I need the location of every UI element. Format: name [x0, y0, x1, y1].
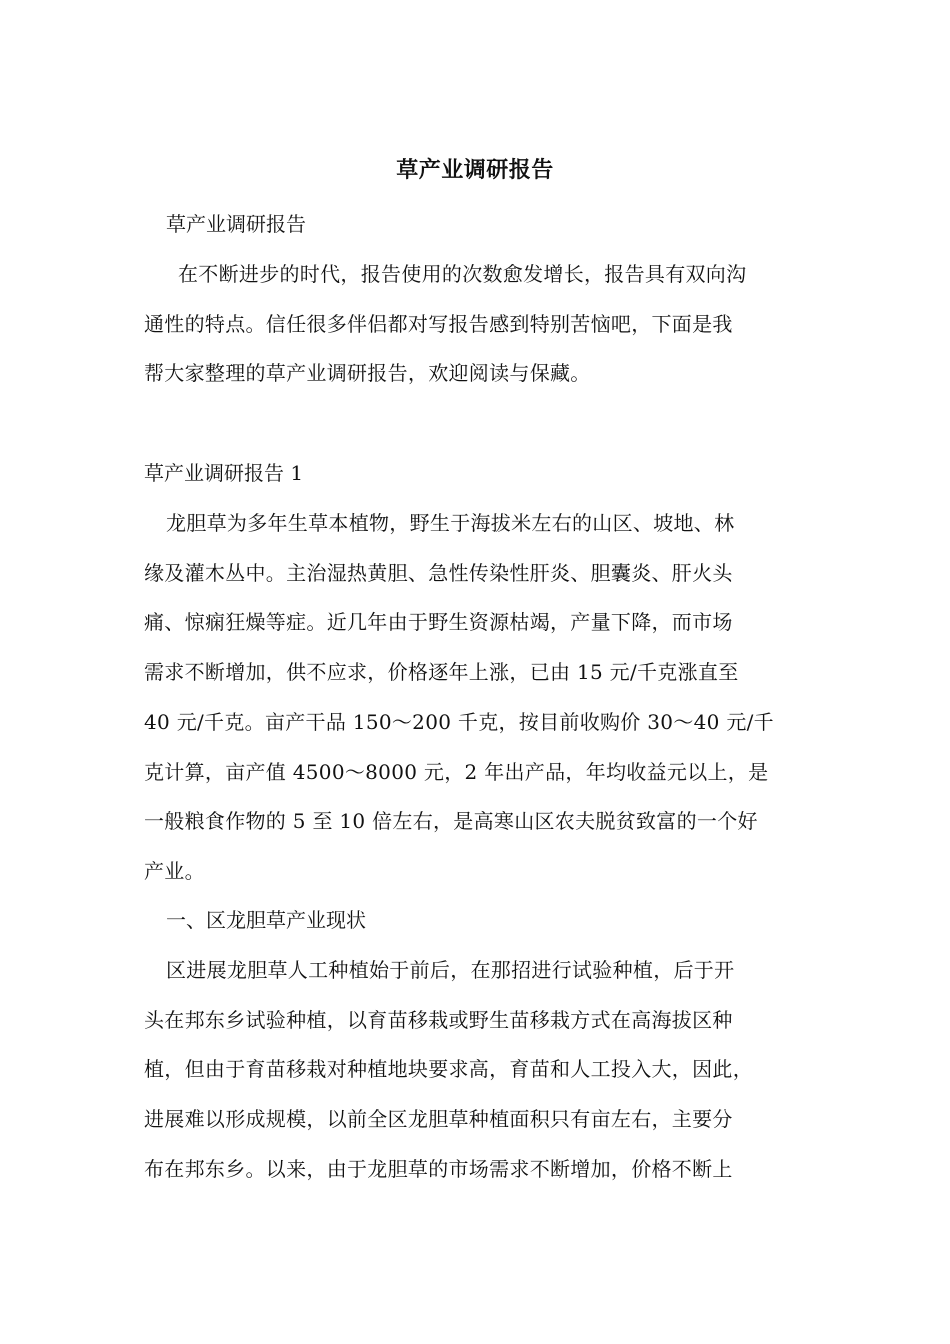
sub-heading: 一、区龙胆草产业现状	[166, 908, 366, 932]
intro-paragraph: 在不断进步的时代，报告使用的次数愈发增长，报告具有双向沟 通性的特点。信任很多伴侣都对写报告感到特别苦恼吧，下面是我 帮大家整理的草产业调研报告，欢迎阅读与保藏。	[144, 262, 747, 386]
document-subtitle: 草产业调研报告	[166, 212, 306, 236]
section-paragraph-2: 区进展龙胆草人工种植始于前后，在那招进行试验种植，后于开 头在邦东乡试验种植，以育苗移栽或野生苗移栽方式在高海拔区种 植，但由于育苗移栽对种植地块要求高，育苗和人工投入大，因此， 进展难以形成规模，以前全区龙胆草种植面积只有亩左右，主要分 布在邦东乡。以来，由于龙胆草的市场需求不断增加，价格不断上	[144, 958, 753, 1181]
section-heading: 草产业调研报告 1	[144, 461, 304, 485]
page-title: 草产业调研报告	[396, 157, 554, 183]
section-paragraph: 龙胆草为多年生草本植物，野生于海拔米左右的山区、坡地、林 缘及灌木丛中。主治湿热黄胆、急性传染性肝炎、胆囊炎、肝火头 痛、惊痫狂燥等症。近几年由于野生资源枯竭，产量下降，而市场 需求不断增加，供不应求，价格逐年上涨，已由 15 元/千克涨直至 40 元/千克。亩产干品 150～200 千克，按目前收购价 30～40 元/千 克计算，亩产值 4500～8000 元，2 年出产品，年均收益元以上，是 一般粮食作物的 5 至 10 倍左右，是高寒山区农夫脱贫致富的一个好 产业。	[144, 511, 774, 883]
